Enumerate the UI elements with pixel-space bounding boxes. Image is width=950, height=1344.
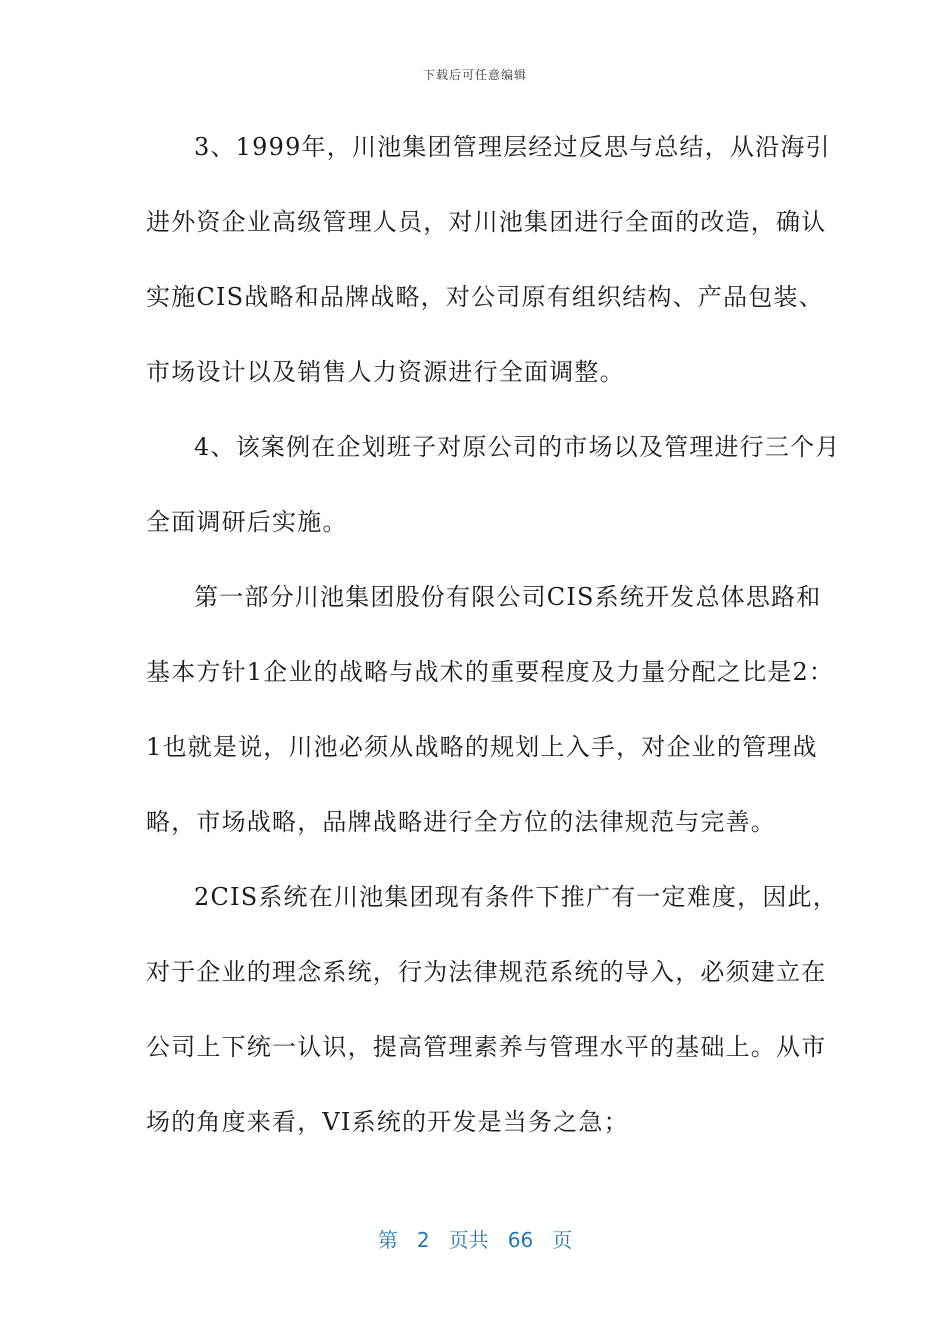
current-page-number: 2 [416,1228,430,1252]
text-line: 实施CIS战略和品牌战略，对公司原有组织结构、产品包装、 [146,283,824,311]
text-line: 进外资企业高级管理人员，对川池集团进行全面的改造，确认 [146,208,827,236]
text-line: 基本方针1企业的战略与战术的重要程度及力量分配之比是2： [146,658,835,686]
text-line: 2CIS系统在川池集团现有条件下推广有一定难度，因此， [194,883,838,911]
text-line: 对于企业的理念系统，行为法律规范系统的导入，必须建立在 [146,958,827,986]
text-line: 4、该案例在企划班子对原公司的市场以及管理进行三个月 [194,433,841,461]
text-line: 1也就是说，川池必须从战略的规划上入手，对企业的管理战 [146,733,818,761]
text-line: 全面调研后实施。 [146,508,348,536]
text-line: 第一部分川池集团股份有限公司CIS系统开发总体思路和 [194,583,822,611]
header-note: 下载后可任意编辑 [422,68,527,82]
text-line: 略，市场战略，品牌战略进行全方位的法律规范与完善。 [146,808,776,836]
text-line: 公司上下统一认识，提高管理素养与管理水平的基础上。从市 [146,1033,827,1061]
footer-prefix: 第 [377,1228,398,1252]
text-line: 场的角度来看，VI系统的开发是当务之急； [146,1108,629,1136]
footer-suffix: 页 [552,1228,573,1252]
text-line: 3、1999年，川池集团管理层经过反思与总结，从沿海引 [194,133,831,161]
text-line: 市场设计以及销售人力资源进行全面调整。 [146,358,625,386]
footer-middle: 页共 [448,1228,489,1252]
document-body [146,120,841,1170]
total-pages-number: 66 [507,1228,534,1252]
page-footer [0,1224,950,1253]
